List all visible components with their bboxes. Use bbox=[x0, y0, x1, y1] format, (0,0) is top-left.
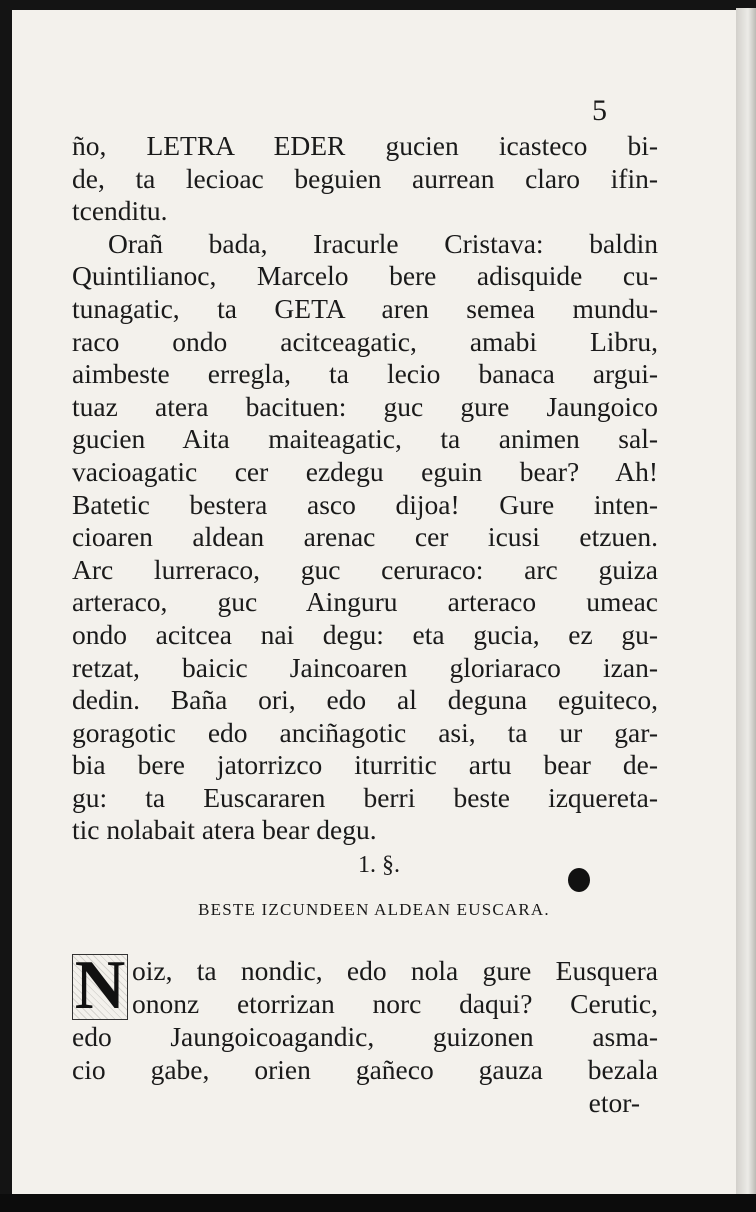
text-line: goragotic edo anciñagotic asi, ta ur gar- bbox=[72, 716, 658, 748]
text-line: tunagatic, ta GETA aren semea mundu- bbox=[72, 292, 658, 324]
text-line: bia bere jatorrizco iturritic artu bear de- bbox=[72, 749, 658, 781]
text-line: oiz, ta nondic, edo nola gure Eusquera bbox=[132, 955, 658, 986]
text-line: ondo acitcea nai degu: eta gucia, ez gu- bbox=[72, 618, 658, 650]
page-edge bbox=[736, 8, 756, 1212]
section-body bbox=[72, 947, 658, 1119]
section-title: BESTE IZCUNDEEN ALDEAN EUSCARA. bbox=[198, 900, 550, 919]
text-line: cio gabe, orien gañeco gauza bezala bbox=[72, 1054, 658, 1085]
text-line: raco ondo acitceagatic, amabi Libru, bbox=[72, 325, 658, 357]
text-line: arteraco, guc Ainguru arteraco umeac bbox=[72, 586, 658, 618]
text-line: Arc lurreraco, guc ceruraco: arc guiza bbox=[72, 553, 658, 585]
text-line: ononz etorrizan norc daqui? Cerutic, bbox=[132, 988, 658, 1019]
text-line: aimbeste erregla, ta lecio banaca argui- bbox=[72, 358, 658, 390]
text-line: vacioagatic cer ezdegu eguin bear? Ah! bbox=[72, 455, 658, 487]
text-line: tcenditu. bbox=[72, 195, 168, 227]
text-line: gu: ta Euscararen berri beste izquereta- bbox=[72, 781, 658, 813]
text-line: de, ta lecioac beguien aurrean claro ifin- bbox=[72, 162, 658, 194]
text-line: retzat, baicic Jaincoaren gloriaraco izan- bbox=[72, 651, 658, 683]
catchword: etor- bbox=[588, 1087, 640, 1118]
scan-border bbox=[0, 1194, 756, 1212]
page-number: 5 bbox=[592, 94, 607, 127]
section-number: 1. §. bbox=[358, 852, 400, 878]
text-line: cioaren aldean arenac cer icusi etzuen. bbox=[72, 521, 658, 553]
ink-blot bbox=[568, 868, 590, 892]
text-line: Orañ bada, Iracurle Cristava: baldin bbox=[108, 227, 658, 259]
text-line: gucien Aita maiteagatic, ta animen sal- bbox=[72, 423, 658, 455]
text-line: tuaz atera bacituen: guc gure Jaungoico bbox=[72, 390, 658, 422]
body-text bbox=[72, 130, 658, 847]
text-line: Quintilianoc, Marcelo bere adisquide cu- bbox=[72, 260, 658, 292]
text-line: ño, LETRA EDER gucien icasteco bi- bbox=[72, 130, 658, 161]
book-page bbox=[12, 10, 736, 1194]
text-line: tic nolabait atera bear degu. bbox=[72, 814, 377, 846]
text-line: Batetic bestera asco dijoa! Gure inten- bbox=[72, 488, 658, 520]
drop-cap: N bbox=[72, 954, 128, 1020]
text-line: edo Jaungoicoagandic, guizonen asma- bbox=[72, 1021, 658, 1052]
text-line: dedin. Baña ori, edo al deguna eguiteco, bbox=[72, 684, 658, 716]
